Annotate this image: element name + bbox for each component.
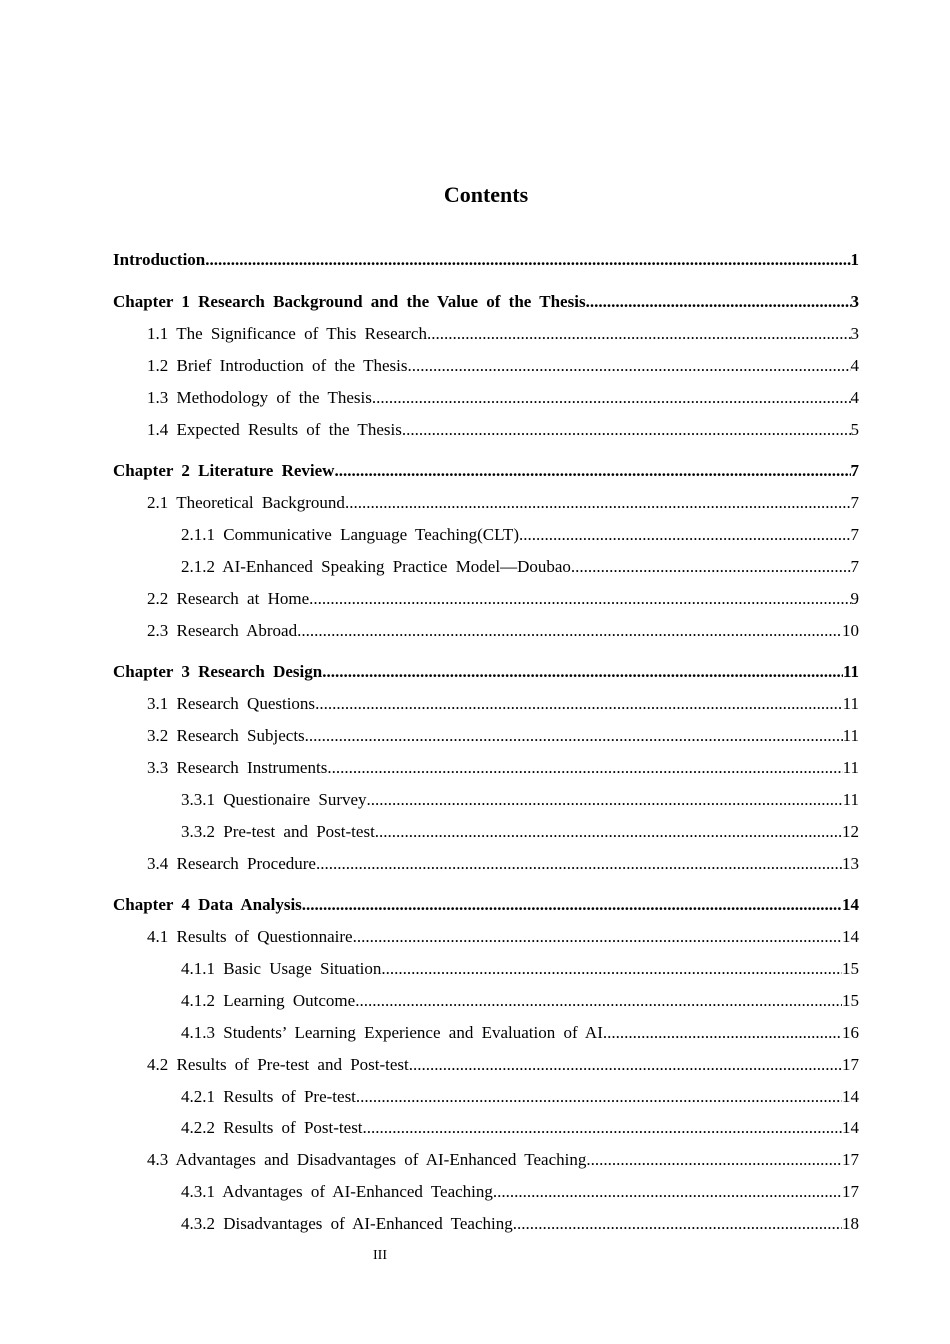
toc-dot-leader [315, 692, 843, 716]
toc-entry-title: 1.2 Brief Introduction of the Thesis [147, 356, 408, 375]
toc-dot-leader [603, 1021, 842, 1045]
toc-entry-page: 5 [850, 420, 859, 439]
toc-entry-title: 4.1 Results of Questionnaire [147, 927, 353, 946]
toc-entry-title: 1.4 Expected Results of the Thesis [147, 420, 402, 439]
toc-entry-title: 3.2 Research Subjects [147, 726, 305, 745]
toc-entry-title: 4.3.1 Advantages of AI-Enhanced Teaching [181, 1182, 493, 1201]
toc-entry-page: 14 [842, 1118, 859, 1137]
toc-dot-leader [327, 756, 842, 780]
toc-section-entry[interactable] [113, 1053, 859, 1077]
toc-section-entry[interactable] [113, 418, 859, 442]
toc-dot-leader [407, 354, 850, 378]
toc-chapter-entry[interactable] [113, 459, 859, 483]
toc-entry-title: Introduction [113, 250, 206, 269]
toc-entry-title: 2.1 Theoretical Background [147, 493, 345, 512]
toc-entry-title: Chapter 3 Research Design [113, 662, 323, 681]
toc-entry-page: 18 [842, 1214, 859, 1233]
toc-entry-title: 4.2.1 Results of Pre-test [181, 1087, 356, 1106]
footer-page-number: III [373, 1248, 387, 1263]
toc-section-entry[interactable] [113, 322, 859, 346]
toc-dot-leader [409, 1053, 842, 1077]
toc-dot-leader [353, 925, 842, 949]
toc-dot-leader [302, 893, 842, 917]
toc-entry-page: 11 [842, 726, 859, 745]
toc-entry-page: 10 [842, 621, 859, 640]
toc-entry-page: 7 [850, 493, 859, 512]
toc-section-entry[interactable] [113, 852, 859, 876]
toc-entry-title: Chapter 2 Literature Review [113, 461, 335, 480]
toc-dot-leader [372, 386, 851, 410]
toc-section-entry[interactable] [113, 692, 859, 716]
toc-entry-title: 4.2 Results of Pre-test and Post-test [147, 1055, 409, 1074]
toc-dot-leader [363, 1116, 842, 1140]
toc-entry-page: 7 [850, 525, 859, 544]
toc-dot-leader [513, 1212, 842, 1236]
toc-dot-leader [309, 587, 850, 611]
toc-entry-page: 11 [842, 790, 859, 809]
toc-subsection-entry[interactable] [113, 1180, 859, 1204]
toc-entry-title: 4.3.2 Disadvantages of AI-Enhanced Teaching [181, 1214, 513, 1233]
toc-entry-title: 2.1.1 Communicative Language Teaching(CLT) [181, 525, 519, 544]
toc-entry-title: 3.4 Research Procedure [147, 854, 316, 873]
toc-dot-leader [334, 459, 850, 483]
toc-entry-page: 15 [842, 959, 859, 978]
toc-entry-title: 1.1 The Significance of This Research [147, 324, 427, 343]
toc-subsection-entry[interactable] [113, 1085, 859, 1109]
toc-entry-title: 4.2.2 Results of Post-test [181, 1118, 363, 1137]
toc-dot-leader [493, 1180, 842, 1204]
toc-subsection-entry[interactable] [113, 788, 859, 812]
toc-dot-leader [367, 788, 843, 812]
toc-entry-title: 4.1.2 Learning Outcome [181, 991, 356, 1010]
toc-entry-page: 13 [842, 854, 859, 873]
toc-dot-leader [355, 989, 842, 1013]
toc-subsection-entry[interactable] [113, 989, 859, 1013]
toc-section-entry[interactable] [113, 619, 859, 643]
toc-section-entry[interactable] [113, 724, 859, 748]
toc-dot-leader [519, 523, 851, 547]
toc-entry-title: Chapter 1 Research Background and the Value of the Thesis [113, 292, 586, 311]
toc-entry-page: 4 [850, 388, 859, 407]
toc-dot-leader [381, 957, 842, 981]
toc-entry-page: 11 [842, 662, 859, 681]
toc-entry-title: 3.3.2 Pre-test and Post-test [181, 822, 375, 841]
toc-entry-page: 3 [850, 324, 859, 343]
toc-subsection-entry[interactable] [113, 957, 859, 981]
toc-section-entry[interactable] [113, 925, 859, 949]
toc-entry-page: 11 [842, 758, 859, 777]
toc-entry-title: 4.1.3 Students’ Learning Experience and Evaluation of AI [181, 1023, 603, 1042]
toc-dot-leader [586, 1148, 842, 1172]
toc-section-entry[interactable] [113, 756, 859, 780]
toc-entry-page: 7 [850, 557, 859, 576]
toc-subsection-entry[interactable] [113, 523, 859, 547]
toc-entry-title: Chapter 4 Data Analysis [113, 895, 302, 914]
toc-dot-leader [427, 322, 851, 346]
toc-entry-page: 16 [842, 1023, 859, 1042]
toc-dot-leader [402, 418, 851, 442]
toc-entry-page: 3 [850, 292, 859, 311]
toc-dot-leader [345, 491, 851, 515]
page-title: Contents [443, 182, 529, 207]
toc-entry-title: 3.1 Research Questions [147, 694, 316, 713]
toc-entry-page: 1 [850, 250, 859, 269]
toc-subsection-entry[interactable] [113, 1116, 859, 1140]
toc-entry-page: 11 [842, 694, 859, 713]
toc-section-entry[interactable] [113, 491, 859, 515]
toc-dot-leader [571, 555, 851, 579]
toc-entry-page: 7 [850, 461, 859, 480]
toc-dot-leader [316, 852, 842, 876]
toc-entry-title: 3.3 Research Instruments [147, 758, 328, 777]
toc-entry-page: 14 [842, 895, 859, 914]
toc-subsection-entry[interactable] [113, 1212, 859, 1236]
toc-dot-leader [586, 290, 851, 314]
toc-entry-page: 12 [842, 822, 859, 841]
toc-entry-page: 9 [850, 589, 859, 608]
toc-entry-title: 4.1.1 Basic Usage Situation [181, 959, 382, 978]
toc-entry-title: 3.3.1 Questionaire Survey [181, 790, 367, 809]
toc-entry-title: 2.2 Research at Home [147, 589, 310, 608]
toc-entry-page: 14 [842, 927, 859, 946]
toc-chapter-entry[interactable] [113, 290, 859, 314]
toc-entry-title: 2.3 Research Abroad [147, 621, 298, 640]
toc-entry-page: 4 [850, 356, 859, 375]
toc-subsection-entry[interactable] [113, 820, 859, 844]
toc-section-entry[interactable] [113, 354, 859, 378]
toc-entry-page: 14 [842, 1087, 859, 1106]
toc-chapter-entry[interactable] [113, 893, 859, 917]
toc-entry-page: 17 [842, 1182, 859, 1201]
toc-chapter-entry[interactable] [113, 660, 859, 684]
toc-entry-title: 1.3 Methodology of the Thesis [147, 388, 372, 407]
toc-entry-title: 2.1.2 AI-Enhanced Speaking Practice Model—Doubao [181, 557, 571, 576]
toc-entry-page: 17 [842, 1150, 859, 1169]
toc-dot-leader [297, 619, 842, 643]
toc-entry-page: 15 [842, 991, 859, 1010]
toc-entry-title: 4.3 Advantages and Disadvantages of AI-Enhanced Teaching [147, 1150, 587, 1169]
toc-dot-leader [322, 660, 843, 684]
toc-dot-leader [305, 724, 843, 748]
toc-dot-leader [375, 820, 842, 844]
toc-subsection-entry[interactable] [113, 555, 859, 579]
toc-entry-page: 17 [842, 1055, 859, 1074]
toc-subsection-entry[interactable] [113, 1021, 859, 1045]
toc-section-entry[interactable] [113, 587, 859, 611]
toc-chapter-entry[interactable] [113, 248, 859, 272]
toc-dot-leader [356, 1085, 842, 1109]
toc-section-entry[interactable] [113, 386, 859, 410]
toc-section-entry[interactable] [113, 1148, 859, 1172]
toc-dot-leader [205, 248, 850, 272]
